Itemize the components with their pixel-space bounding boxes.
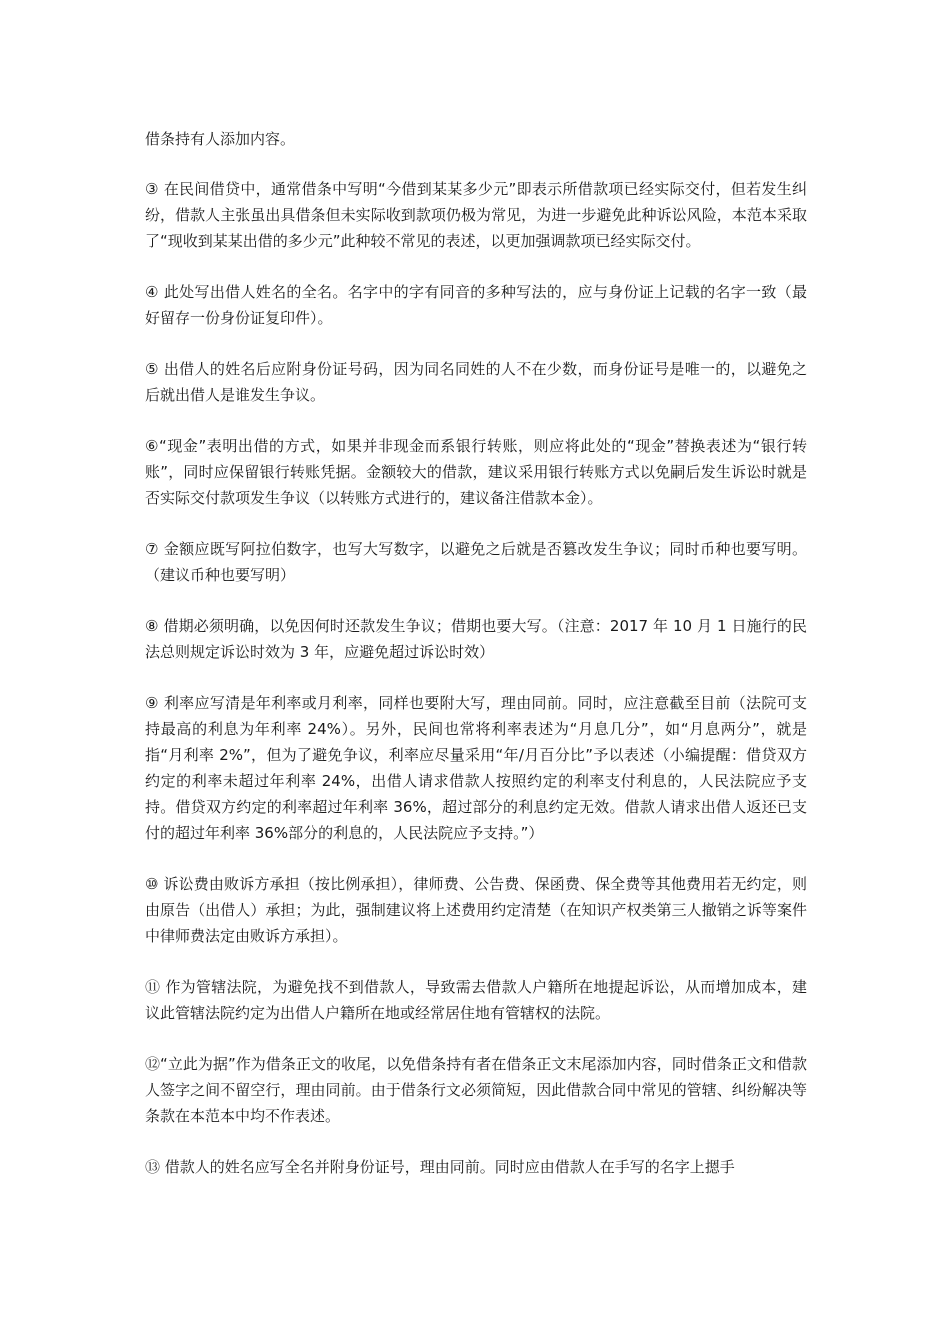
- note-9-paragraph: ⑨ 利率应写清是年利率或月利率，同样也要附大写，理由同前。同时，应注意截至目前（法院可支持最高的利息为年利率 24%）。另外，民间也常将利率表述为“月息几分”，如“月息两分”，就是指“月利率 2%”，但为了避免争议，利率应尽量采用“年/月百分比”予以表述（小编提醒：借贷双方约定的利率未超过年利率 24%，出借人请求借款人按照约定的利率支付利息的，人民法院应予支持。借贷双方约定的利率超过年利率 36%，超过部分的利息约定无效。借款人请求出借人返还已支付的超过年利率 36%部分的利息的，人民法院应予支持。”）: [145, 694, 807, 842]
- note-10-paragraph: ⑩ 诉讼费由败诉方承担（按比例承担），律师费、公告费、保函费、保全费等其他费用若无约定，则由原告（出借人）承担；为此，强制建议将上述费用约定清楚（在知识产权类第三人撤销之诉等案件中律师费法定由败诉方承担）。: [145, 875, 807, 945]
- note-13-paragraph: ⑬ 借款人的姓名应写全名并附身份证号，理由同前。同时应由借款人在手写的名字上摁手: [145, 1158, 735, 1176]
- paragraph-continuation: 借条持有人添加内容。: [145, 130, 296, 148]
- note-5-paragraph: ⑤ 出借人的姓名后应附身份证号码，因为同名同姓的人不在少数，而身份证号是唯一的，以避免之后就出借人是谁发生争议。: [145, 360, 807, 404]
- note-11-paragraph: ⑪ 作为管辖法院，为避免找不到借款人，导致需去借款人户籍所在地提起诉讼，从而增加成本，建议此管辖法院约定为出借人户籍所在地或经常居住地有管辖权的法院。: [145, 978, 807, 1022]
- note-6-paragraph: ⑥“现金”表明出借的方式，如果并非现金而系银行转账，则应将此处的“现金”替换表述为“银行转账”，同时应保留银行转账凭据。金额较大的借款，建议采用银行转账方式以免嗣后发生诉讼时就是否实际交付款项发生争议（以转账方式进行的，建议备注借款本金）。: [145, 437, 807, 507]
- document-page: [145, 126, 807, 1205]
- note-8-paragraph: ⑧ 借期必须明确，以免因何时还款发生争议；借期也要大写。（注意：2017 年 10 月 1 日施行的民法总则规定诉讼时效为 3 年，应避免超过诉讼时效）: [145, 617, 807, 661]
- note-12-paragraph: ⑫“立此为据”作为借条正文的收尾，以免借条持有者在借条正文末尾添加内容，同时借条正文和借款人签字之间不留空行，理由同前。由于借条行文必须简短，因此借款合同中常见的管辖、纠纷解决等条款在本范本中均不作表述。: [145, 1055, 807, 1125]
- note-3-paragraph: ③ 在民间借贷中，通常借条中写明“今借到某某多少元”即表示所借款项已经实际交付，但若发生纠纷，借款人主张虽出具借条但未实际收到款项仍极为常见，为进一步避免此种诉讼风险，本范本采取了“现收到某某出借的多少元”此种较不常见的表述，以更加强调款项已经实际交付。: [145, 180, 807, 250]
- note-4-paragraph: ④ 此处写出借人姓名的全名。名字中的字有同音的多种写法的，应与身份证上记载的名字一致（最好留存一份身份证复印件）。: [145, 283, 807, 327]
- note-7-paragraph: ⑦ 金额应既写阿拉伯数字，也写大写数字，以避免之后就是否篡改发生争议；同时币种也要写明。（建议币种也要写明）: [145, 540, 807, 584]
